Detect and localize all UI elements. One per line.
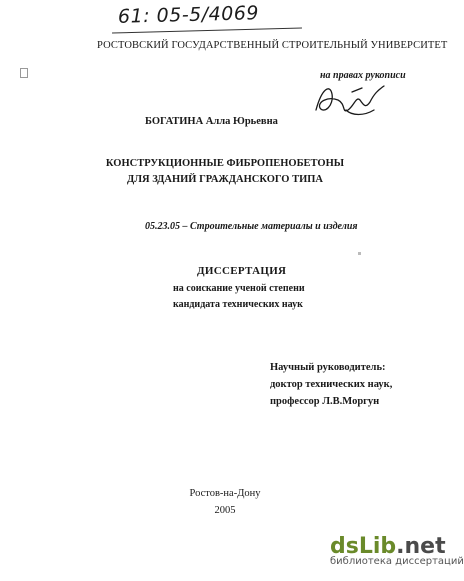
scan-mark <box>20 68 28 78</box>
handwritten-underline <box>112 28 302 34</box>
author-signature <box>312 80 388 120</box>
university-name: РОСТОВСКИЙ ГОСУДАРСТВЕННЫЙ СТРОИТЕЛЬНЫЙ УНИВЕРСИТЕТ <box>97 40 448 51</box>
dslib-subtitle: библиотека диссертаций <box>330 556 464 567</box>
supervisor-name: профессор Л.В.Моргун <box>270 396 380 407</box>
manuscript-rights-note: на правах рукописи <box>320 70 406 81</box>
degree-line-2: кандидата технических наук <box>173 299 303 310</box>
city: Ростов-на-Дону <box>189 488 261 499</box>
year: 2005 <box>214 505 236 516</box>
dslib-logo-prefix: dsLib <box>330 534 397 559</box>
author-name: БОГАТИНА Алла Юрьевна <box>145 116 278 127</box>
scan-speck <box>358 252 361 255</box>
degree-line-1: на соискание ученой степени <box>173 283 305 294</box>
dissertation-heading: ДИССЕРТАЦИЯ <box>197 265 287 277</box>
handwritten-catalog-number: 61: 05-5/4069 <box>117 2 260 28</box>
specialty-code: 05.23.05 – Строительные материалы и изделия <box>145 221 358 232</box>
dissertation-title-line-1: КОНСТРУКЦИОННЫЕ ФИБРОПЕНОБЕТОНЫ <box>105 158 345 169</box>
supervisor-label: Научный руководитель: <box>270 362 386 373</box>
dslib-logo-suffix: .net <box>396 534 446 559</box>
dissertation-title-line-2: ДЛЯ ЗДАНИЙ ГРАЖДАНСКОГО ТИПА <box>126 174 323 185</box>
dslib-watermark[interactable] <box>330 534 464 567</box>
supervisor-degree: доктор технических наук, <box>270 379 393 390</box>
